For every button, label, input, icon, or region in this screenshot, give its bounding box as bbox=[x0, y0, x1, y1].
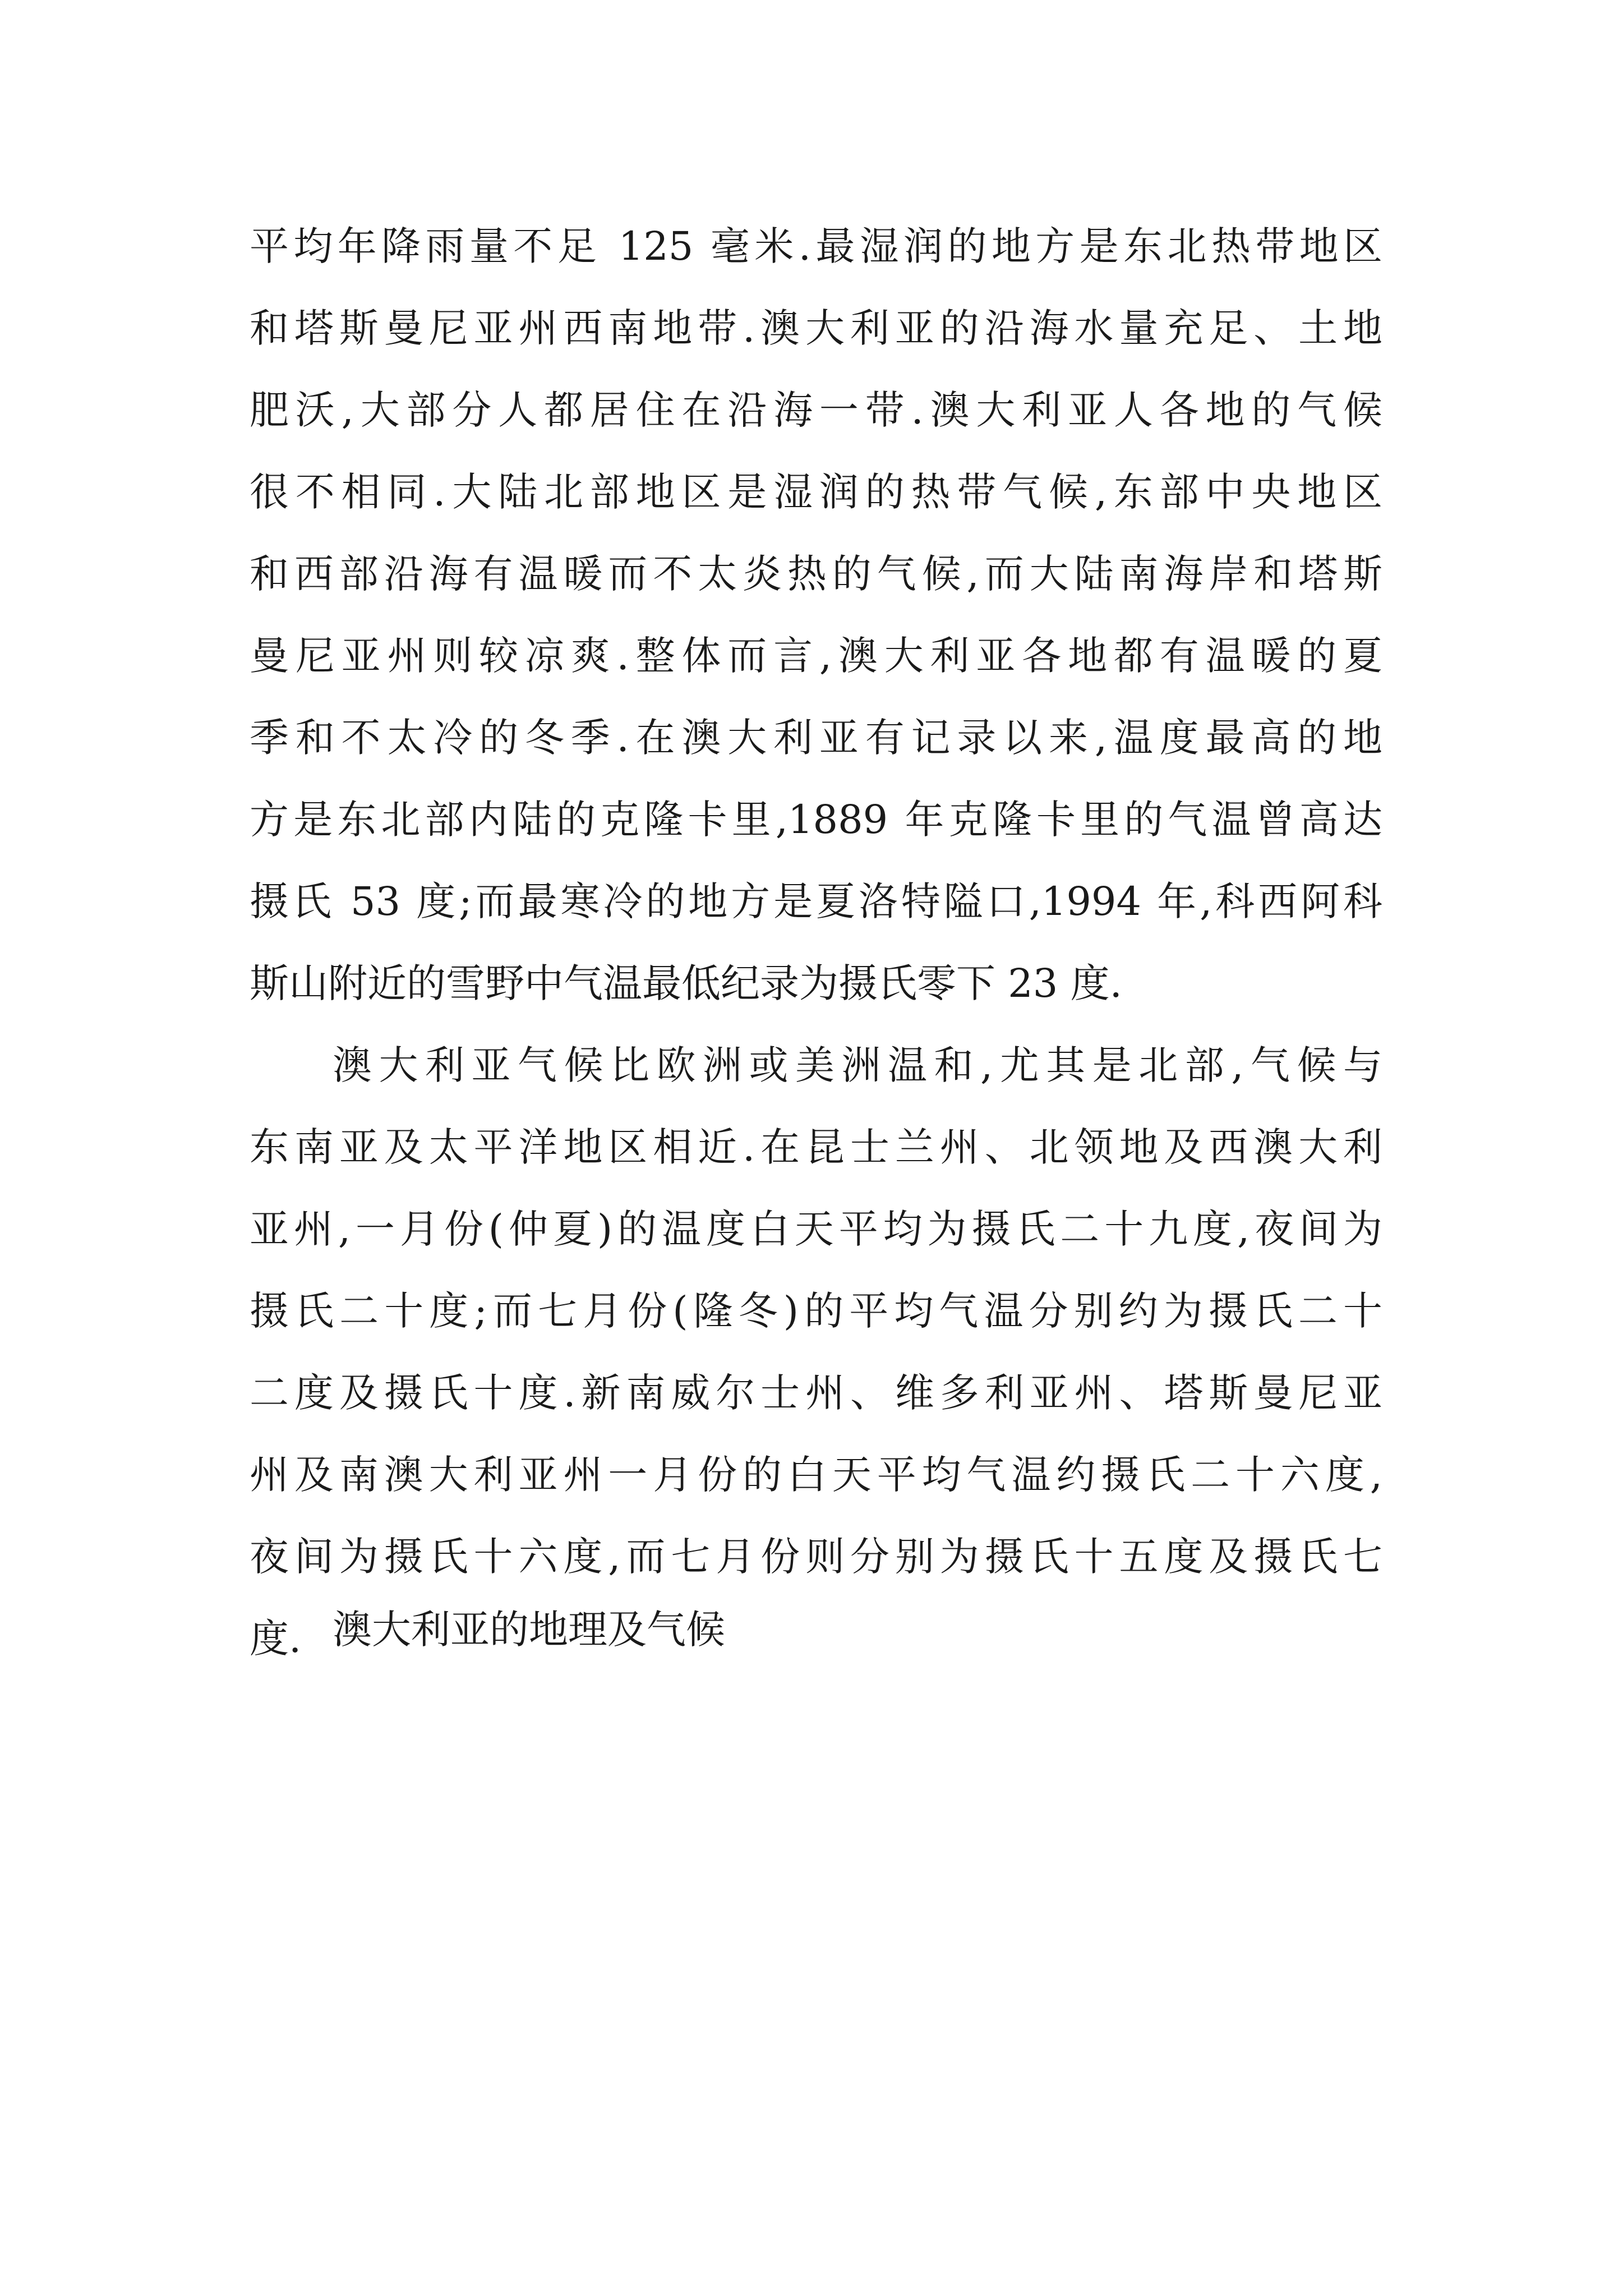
paragraph-line: 平均年降雨量不足 125 毫米.最湿润的地方是东北热带地区 bbox=[250, 223, 1382, 269]
paragraph-line: 州及南澳大利亚州一月份的白天平均气温约摄氏二十六度, bbox=[250, 1452, 1382, 1498]
paragraph-line: 东南亚及太平洋地区相近.在昆士兰州、北领地及西澳大利 bbox=[250, 1124, 1382, 1170]
paragraph-line: 和塔斯曼尼亚州西南地带.澳大利亚的沿海水量充足、土地 bbox=[250, 305, 1382, 351]
body-text bbox=[250, 205, 1382, 1680]
paragraph-line: 夜间为摄氏十六度,而七月份则分别为摄氏十五度及摄氏七 bbox=[250, 1534, 1382, 1580]
paragraph-line: 方是东北部内陆的克隆卡里,1889 年克隆卡里的气温曾高达 bbox=[250, 797, 1382, 843]
paragraph-line: 摄氏二十度;而七月份(隆冬)的平均气温分别约为摄氏二十 bbox=[250, 1288, 1382, 1334]
paragraph-line: 亚州,一月份(仲夏)的温度白天平均为摄氏二十九度,夜间为 bbox=[250, 1206, 1382, 1252]
paragraph-line: 曼尼亚州则较凉爽.整体而言,澳大利亚各地都有温暖的夏 bbox=[250, 633, 1382, 679]
paragraph-2 bbox=[250, 1024, 1382, 1680]
paragraph-line: 二度及摄氏十度.新南威尔士州、维多利亚州、塔斯曼尼亚 bbox=[250, 1370, 1382, 1416]
paragraph-line: 很不相同.大陆北部地区是湿润的热带气候,东部中央地区 bbox=[250, 469, 1382, 515]
paragraph-line: 季和不太冷的冬季.在澳大利亚有记录以来,温度最高的地 bbox=[250, 715, 1382, 761]
paragraph-line: 和西部沿海有温暖而不太炎热的气候,而大陆南海岸和塔斯 bbox=[250, 551, 1382, 597]
paragraph-line: 度. bbox=[250, 1616, 302, 1662]
paragraph-1 bbox=[250, 205, 1382, 1024]
paragraph-line: 澳大利亚气候比欧洲或美洲温和,尤其是北部,气候与 bbox=[333, 1042, 1382, 1088]
paragraph-line: 摄氏 53 度;而最寒冷的地方是夏洛特隘口,1994 年,科西阿科 bbox=[250, 878, 1382, 924]
paragraph-line: 斯山附近的雪野中气温最低纪录为摄氏零下 23 度. bbox=[250, 960, 1122, 1006]
closing-line: 澳大利亚的地理及气候 bbox=[333, 1607, 725, 1653]
paragraph-line: 肥沃,大部分人都居住在沿海一带.澳大利亚人各地的气候 bbox=[250, 387, 1382, 433]
